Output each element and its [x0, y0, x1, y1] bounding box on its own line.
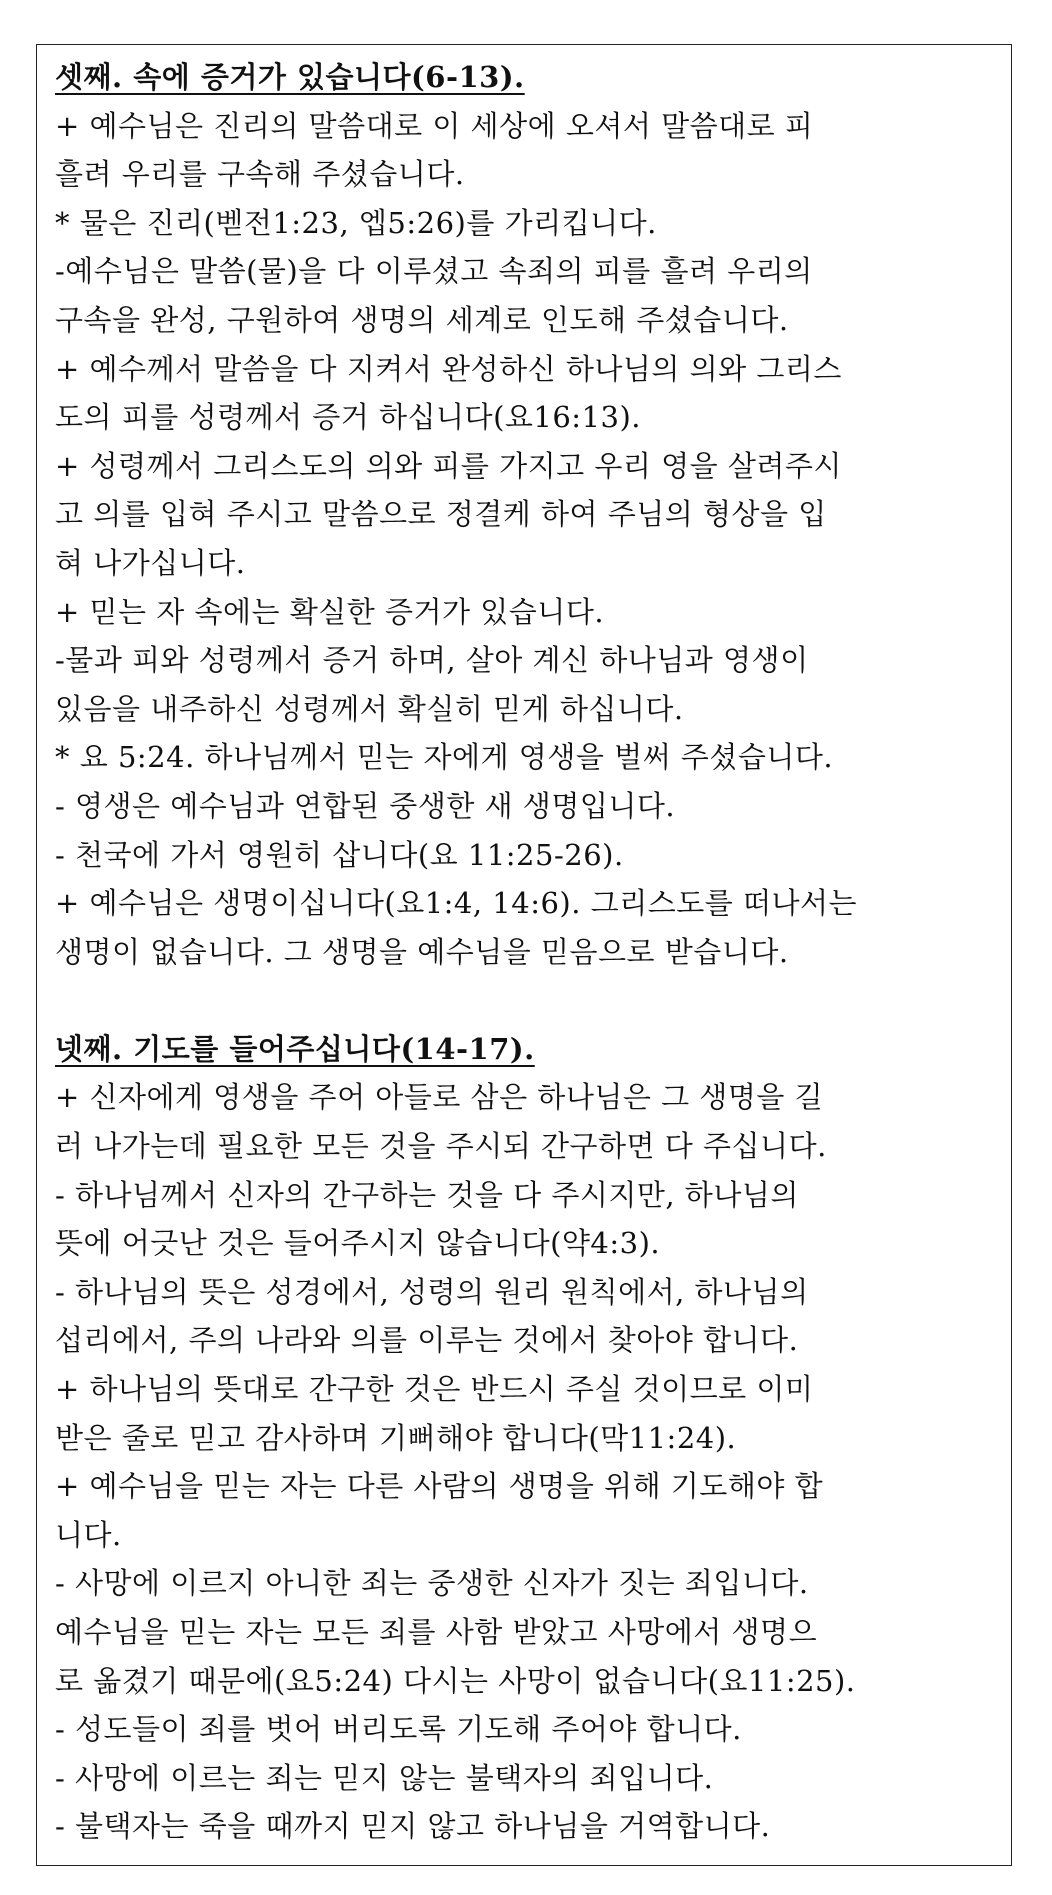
text-line: + 예수님은 진리의 말씀대로 이 세상에 오셔서 말씀대로 피 [55, 108, 814, 143]
text-line: 구속을 완성, 구원하여 생명의 세계로 인도해 주셨습니다. [55, 302, 789, 337]
text-line: - 사망에 이르지 아니한 죄는 중생한 신자가 짓는 죄입니다. [55, 1566, 809, 1601]
section-heading: 셋째. 속에 증거가 있습니다(6-13). [55, 60, 525, 94]
text-line: - 천국에 가서 영원히 삽니다(요 11:25-26). [55, 837, 624, 872]
text-line: 생명이 없습니다. 그 생명을 예수님을 믿음으로 받습니다. [55, 934, 789, 969]
text-line: + 예수님을 믿는 자는 다른 사람의 생명을 위해 기도해야 합 [55, 1469, 824, 1504]
text-line: * 요 5:24. 하나님께서 믿는 자에게 영생을 벌써 주셨습니다. [55, 740, 834, 775]
text-line: - 불택자는 죽을 때까지 믿지 않고 하나님을 거역합니다. [55, 1809, 771, 1844]
text-line: -예수님은 말씀(물)을 다 이루셨고 속죄의 피를 흘려 우리의 [55, 254, 813, 289]
text-line: + 믿는 자 속에는 확실한 증거가 있습니다. [55, 594, 605, 629]
text-line: - 하나님께서 신자의 간구하는 것을 다 주시지만, 하나님의 [55, 1177, 799, 1212]
text-line: 로 옮겼기 때문에(요5:24) 다시는 사망이 없습니다(요11:25). [55, 1663, 856, 1698]
text-line: 니다. [55, 1517, 122, 1552]
text-line: 받은 줄로 믿고 감사하며 기뻐해야 합니다(막11:24). [55, 1420, 737, 1455]
text-line: + 성령께서 그리스도의 의와 피를 가지고 우리 영을 살려주시 [55, 448, 842, 483]
text-line: 흘려 우리를 구속해 주셨습니다. [55, 157, 465, 192]
section-spacer [55, 976, 995, 1025]
text-line: + 예수께서 말씀을 다 지켜서 완성하신 하나님의 의와 그리스 [55, 351, 842, 386]
text-line: - 하나님의 뜻은 성경에서, 성령의 원리 원칙에서, 하나님의 [55, 1274, 809, 1309]
text-line: -물과 피와 성령께서 증거 하며, 살아 계신 하나님과 영생이 [55, 643, 809, 678]
text-line: + 하나님의 뜻대로 간구한 것은 반드시 주실 것이므로 이미 [55, 1372, 814, 1407]
document-frame [36, 44, 1012, 1866]
text-line: 섭리에서, 주의 나라와 의를 이루는 것에서 찾아야 합니다. [55, 1323, 799, 1358]
text-line: 도의 피를 성령께서 증거 하십니다(요16:13). [55, 400, 642, 435]
text-line: 뜻에 어긋난 것은 들어주시지 않습니다(약4:3). [55, 1226, 661, 1261]
text-line: - 사망에 이르는 죄는 믿지 않는 불택자의 죄입니다. [55, 1760, 714, 1795]
text-line: - 성도들이 죄를 벗어 버리도록 기도해 주어야 합니다. [55, 1712, 742, 1747]
text-line: 예수님을 믿는 자는 모든 죄를 사함 받았고 사망에서 생명으 [55, 1615, 818, 1649]
text-line: 고 의를 입혀 주시고 말씀으로 정결케 하여 주님의 형상을 입 [55, 497, 827, 532]
text-line: - 영생은 예수님과 연합된 중생한 새 생명입니다. [55, 788, 676, 823]
text-line: 있음을 내주하신 성령께서 확실히 믿게 하십니다. [55, 691, 684, 726]
section-heading: 넷째. 기도를 들어주십니다(14-17). [55, 1031, 535, 1066]
text-line: + 예수님은 생명이십니다(요1:4, 14:6). 그리스도를 떠나서는 [55, 886, 858, 921]
text-line: 혀 나가십니다. [55, 545, 246, 580]
text-line: * 물은 진리(벧전1:23, 엡5:26)를 가리킵니다. [55, 205, 657, 240]
text-line: + 신자에게 영생을 주어 아들로 삼은 하나님은 그 생명을 길 [55, 1080, 824, 1115]
text-line: 러 나가는데 필요한 모든 것을 주시되 간구하면 다 주십니다. [55, 1129, 827, 1164]
